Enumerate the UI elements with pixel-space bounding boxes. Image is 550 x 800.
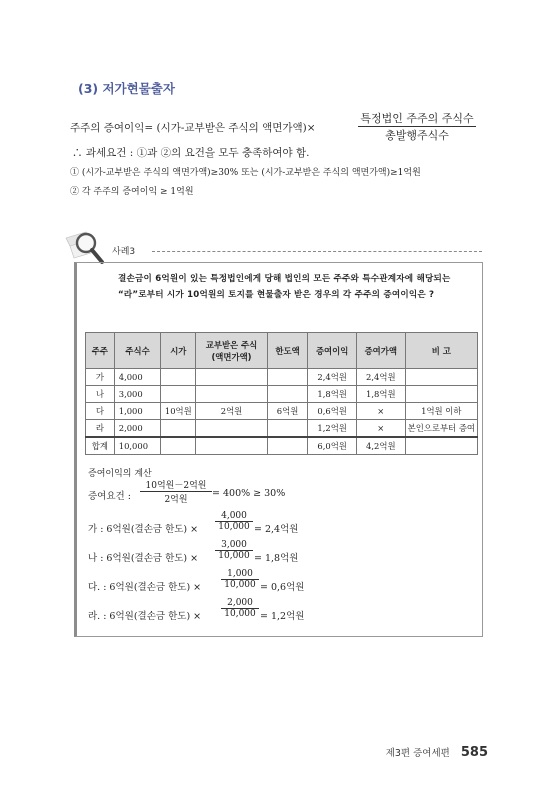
col-header-market-price: 시가 [161, 333, 196, 369]
cell-market-price [161, 420, 196, 438]
calc-line-prefix: 라. : 6억원(결손금 한도) × [88, 611, 202, 622]
calc-line-numerator: 1,000 [227, 569, 253, 579]
calc-line-fraction [215, 540, 253, 561]
cell-shareholder: 라 [86, 420, 115, 438]
cell-remarks [405, 386, 477, 403]
calc-requirement-numerator: 10억원－2억원 [145, 481, 207, 491]
table-total-row [86, 437, 478, 455]
calc-line-fraction [221, 569, 259, 590]
cell-remarks [405, 369, 477, 386]
cell-shareholder: 다 [86, 403, 115, 420]
calc-line-denominator: 10,000 [221, 608, 259, 619]
table-header-row [86, 333, 478, 369]
calc-line-result: = 2,4억원 [254, 524, 299, 535]
calc-requirement-fraction [140, 478, 212, 505]
col-header-issued-shares-text: 교부받은 주식 (액면가액) [205, 339, 258, 362]
example-divider [152, 251, 482, 252]
cell-gift-value: × [356, 403, 405, 420]
cell-gift-value: × [356, 420, 405, 438]
condition-item-2: ② 각 주주의 증여이익 ≥ 1억원 [70, 187, 194, 197]
calc-line-denominator: 10,000 [215, 550, 253, 561]
formula-fraction [358, 110, 476, 143]
calc-requirement [88, 478, 388, 508]
example-label: 사례3 [112, 247, 136, 257]
calc-requirement-denominator: 2억원 [140, 491, 212, 505]
col-header-issued-shares [196, 333, 267, 369]
calc-line-denominator: 10,000 [215, 521, 253, 532]
cell-gift-value: 4,2억원 [356, 437, 405, 455]
cell-shareholder: 나 [86, 386, 115, 403]
condition-item-1: ① (시가-교부받은 주식의 액면가액)≥30% 또는 (시가-교부받은 주식의 액면가액)≥1억원 [70, 168, 421, 178]
table-row [86, 386, 478, 403]
calc-line-da [88, 569, 388, 599]
formula-numerator: 특정법인 주주의 주식수 [360, 112, 474, 125]
cell-market-price [161, 386, 196, 403]
calc-line-ra [88, 598, 388, 628]
calc-line-denominator: 10,000 [221, 579, 259, 590]
cell-shareholder: 합계 [86, 437, 115, 455]
col-header-remarks: 비 고 [405, 333, 477, 369]
cell-market-price [161, 437, 196, 455]
calc-line-result: = 0,6억원 [260, 582, 305, 593]
cell-limit: 6억원 [267, 403, 308, 420]
cell-limit [267, 369, 308, 386]
cell-shareholder: 가 [86, 369, 115, 386]
main-formula [70, 110, 480, 140]
conditions-lead: ∴ 과세요건 : ①과 ②의 요건을 모두 충족하여야 함. [72, 147, 310, 159]
cell-limit [267, 386, 308, 403]
col-header-limit: 한도액 [267, 333, 308, 369]
cell-shares: 1,000 [114, 403, 161, 420]
calc-line-numerator: 3,000 [221, 540, 247, 550]
col-header-shareholder: 주주 [86, 333, 115, 369]
cell-gift-profit: 6,0억원 [308, 437, 357, 455]
table-row [86, 403, 478, 420]
calc-line-prefix: 나 : 6억원(결손금 한도) × [88, 553, 199, 564]
cell-remarks [405, 437, 477, 455]
page-footer [386, 745, 488, 760]
cell-limit [267, 437, 308, 455]
cell-shares: 4,000 [114, 369, 161, 386]
calc-line-numerator: 2,000 [227, 598, 253, 608]
cell-shares: 2,000 [114, 420, 161, 438]
cell-gift-value: 1,8억원 [356, 386, 405, 403]
table-row [86, 369, 478, 386]
cell-issued-shares [196, 369, 267, 386]
cell-remarks: 본인으로부터 증여 [405, 420, 477, 438]
cell-market-price [161, 369, 196, 386]
calc-line-prefix: 다. : 6억원(결손금 한도) × [88, 582, 202, 593]
footer-chapter: 제3편 증여세편 [385, 748, 450, 759]
cell-gift-profit: 1,2억원 [308, 420, 357, 438]
formula-denominator: 총발행주식수 [358, 126, 476, 143]
calc-line-fraction [221, 598, 259, 619]
section-title: (3) 저가현물출자 [78, 81, 175, 96]
cell-gift-value: 2,4억원 [356, 369, 405, 386]
shareholder-table [85, 332, 478, 455]
calc-line-numerator: 4,000 [221, 511, 247, 521]
cell-gift-profit: 1,8억원 [308, 386, 357, 403]
calc-line-ga [88, 511, 388, 541]
calc-line-result: = 1,8억원 [254, 553, 299, 564]
calc-requirement-result: = 400% ≥ 30% [212, 488, 286, 499]
calc-line-fraction [215, 511, 253, 532]
calc-line-na [88, 540, 388, 570]
table-row [86, 420, 478, 438]
cell-issued-shares: 2억원 [196, 403, 267, 420]
example-question: 결손금이 6억원이 있는 특정법인에게 당해 법인의 모든 주주와 특수관계자에 해당되는 “라”로부터 시가 10억원의 토지를 현물출자 받은 경우의 각 주주의 증여이익은 ? [118, 274, 451, 300]
cell-gift-profit: 0,6억원 [308, 403, 357, 420]
cell-gift-profit: 2,4억원 [308, 369, 357, 386]
page-number: 585 [460, 745, 488, 760]
calc-line-prefix: 가 : 6억원(결손금 한도) × [88, 524, 199, 535]
cell-remarks: 1억원 이하 [405, 403, 477, 420]
cell-issued-shares [196, 437, 267, 455]
cell-shares: 10,000 [114, 437, 161, 455]
cell-issued-shares [196, 386, 267, 403]
calc-requirement-prefix: 증여요건 : [88, 491, 131, 502]
col-header-gift-profit: 증여이익 [308, 333, 357, 369]
col-header-shares: 주식수 [114, 333, 161, 369]
formula-lhs: 주주의 증여이익= (시가-교부받은 주식의 액면가액)× [70, 122, 316, 134]
cell-issued-shares [196, 420, 267, 438]
col-header-gift-value: 증여가액 [356, 333, 405, 369]
cell-shares: 3,000 [114, 386, 161, 403]
calc-line-result: = 1,2억원 [260, 611, 305, 622]
calc-title: 증여이익의 계산 [88, 469, 152, 479]
cell-limit [267, 420, 308, 438]
cell-market-price: 10억원 [161, 403, 196, 420]
